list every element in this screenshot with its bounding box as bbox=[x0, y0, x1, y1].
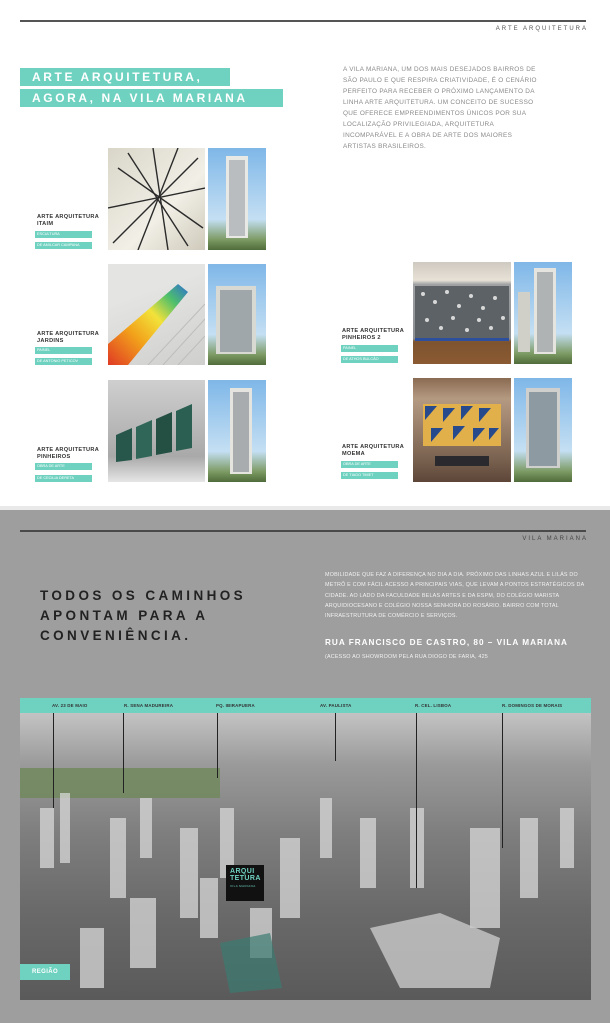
project-name-pinheiros-2: ARTE ARQUITETURA PINHEIROS 2 bbox=[342, 328, 404, 341]
building-photo-pinheiros-2 bbox=[514, 262, 572, 364]
pointer-line-pq-ibirapuera bbox=[217, 713, 218, 778]
showroom-note: (ACESSO AO SHOWROOM PELA RUA DIOGO DE FARIA, 425 bbox=[325, 654, 488, 660]
location-av-23-de-maio: AV. 23 DE MAIO bbox=[52, 703, 88, 708]
location-r-cel-lisboa: R. CEL. LISBOA bbox=[415, 703, 452, 708]
brand-logo-text: ARQUI TETURA bbox=[230, 868, 261, 882]
pointer-line-av-23-de-maio bbox=[53, 713, 54, 808]
mobility-paragraph: MOBILIDADE QUE FAZ A DIFERENÇA NO DIA A DIA. PRÓXIMO DAS LINHAS AZUL E LILÁS DO METRÔ E COM FÁCIL ACESSO A PRINCIPAIS VIAS, QUE LEVAM A PONTOS ESTRATÉGICOS DA CIDADE. AO LADO DA FACULDADE BELAS ARTES E DA ESPM, DO COLÉGIO MARISTA ARQUIDIOCESANO E COLÉGIO NOSSA SENHORA DO ROSÁRIO. BAIRRO COM TOTAL INFRAESTRUTURA DE COMÉRCIO E SERVIÇOS. bbox=[325, 572, 585, 620]
running-head: VILA MARIANA bbox=[522, 536, 588, 542]
title-line-2: AGORA, NA VILA MARIANA bbox=[20, 89, 283, 107]
headline-line-3: CONVENIÊNCIA. bbox=[40, 628, 192, 643]
building-photo-jardins bbox=[208, 264, 266, 365]
headline-line-1: TODOS OS CAMINHOS bbox=[40, 588, 247, 603]
project-name-itaim: ARTE ARQUITETURA ITAIM bbox=[37, 214, 99, 227]
project-tag-itaim-2: DE AMILCAR CAMPANA bbox=[35, 242, 92, 249]
project-tag-pinheiros-2: DE CECILIA DERETA bbox=[35, 475, 92, 482]
artwork-photo-panel-colorful bbox=[108, 264, 205, 365]
building-photo-pinheiros bbox=[208, 380, 266, 482]
project-tag-pinheiros2-2: DE ATHOS BULCÃO bbox=[341, 356, 398, 363]
project-tag-pinheiros-1: OBRA DE ARTE bbox=[35, 463, 92, 470]
artwork-photo-tile-wall bbox=[413, 262, 511, 364]
aerial-map bbox=[20, 698, 591, 1000]
project-tag-jardins-2: DE ANTONIO PETICOV bbox=[35, 358, 92, 365]
headline bbox=[40, 586, 246, 646]
artwork-photo-chevron-panel bbox=[413, 378, 511, 482]
project-tag-moema-1: OBRA DE ARTE bbox=[341, 461, 398, 468]
project-tag-pinheiros2-1: PAINEL bbox=[341, 345, 398, 352]
project-tag-moema-2: DE TIAGO TIMET bbox=[341, 472, 398, 479]
project-tag-jardins-1: PAINEL bbox=[35, 347, 92, 354]
brochure-page-top bbox=[0, 0, 610, 506]
location-av-paulista: AV. PAULISTA bbox=[320, 703, 352, 708]
location-r-domingos-de-morais: R. DOMINGOS DE MORAIS bbox=[502, 703, 563, 708]
headline-line-2: APONTAM PARA A bbox=[40, 608, 209, 623]
pointer-line-r-sena-madureira bbox=[123, 713, 124, 793]
building-photo-moema bbox=[514, 378, 572, 482]
brochure-page-bottom bbox=[0, 510, 610, 1023]
building-photo-itaim bbox=[208, 148, 266, 250]
project-name-pinheiros: ARTE ARQUITETURA PINHEIROS bbox=[37, 447, 99, 460]
project-name-moema: ARTE ARQUITETURA MOEMA bbox=[342, 444, 404, 457]
pointer-line-r-cel-lisboa bbox=[416, 713, 417, 888]
intro-paragraph: A VILA MARIANA, UM DOS MAIS DESEJADOS BAIRROS DE SÃO PAULO E QUE RESPIRA CRIATIVIDADE, É O CENÁRIO PERFEITO PARA RECEBER O PRÓXIMO LANÇAMENTO DA LINHA ARTE ARQUITETURA. UM CONCEITO DE SUCESSO QUE OFERECE EMPREENDIMENTOS ÚNICOS POR SUA LOCALIZAÇÃO PRIVILEGIADA, ARQUITETURA INCOMPARÁVEL E A OBRA DE ARTE DOS MAIORES ARTISTAS BRASILEIROS. bbox=[343, 66, 537, 150]
top-rule bbox=[20, 530, 586, 532]
address-line: RUA FRANCISCO DE CASTRO, 80 – VILA MARIANA bbox=[325, 638, 568, 647]
location-pq-ibirapuera: PQ. IBIRAPUERA bbox=[216, 703, 255, 708]
top-rule bbox=[20, 20, 586, 22]
brand-logo-subtitle: VILA MARIANA bbox=[230, 884, 256, 888]
artwork-photo-sculpture bbox=[108, 148, 205, 250]
pointer-line-av-paulista bbox=[335, 713, 336, 761]
project-name-jardins: ARTE ARQUITETURA JARDINS bbox=[37, 331, 99, 344]
location-r-sena-madureira: R. SENA MADUREIRA bbox=[124, 703, 174, 708]
city-aerial-photo bbox=[20, 698, 591, 1000]
title-line-1: ARTE ARQUITETURA, bbox=[20, 68, 230, 86]
region-label: REGIÃO bbox=[20, 964, 70, 980]
artwork-photo-green-panels bbox=[108, 380, 205, 482]
project-location-marker bbox=[226, 865, 264, 901]
project-tag-itaim-1: ESCULTURA bbox=[35, 231, 92, 238]
running-head: ARTE ARQUITETURA bbox=[495, 26, 588, 32]
pointer-line-r-domingos-de-morais bbox=[502, 713, 503, 848]
page-title bbox=[20, 68, 283, 110]
